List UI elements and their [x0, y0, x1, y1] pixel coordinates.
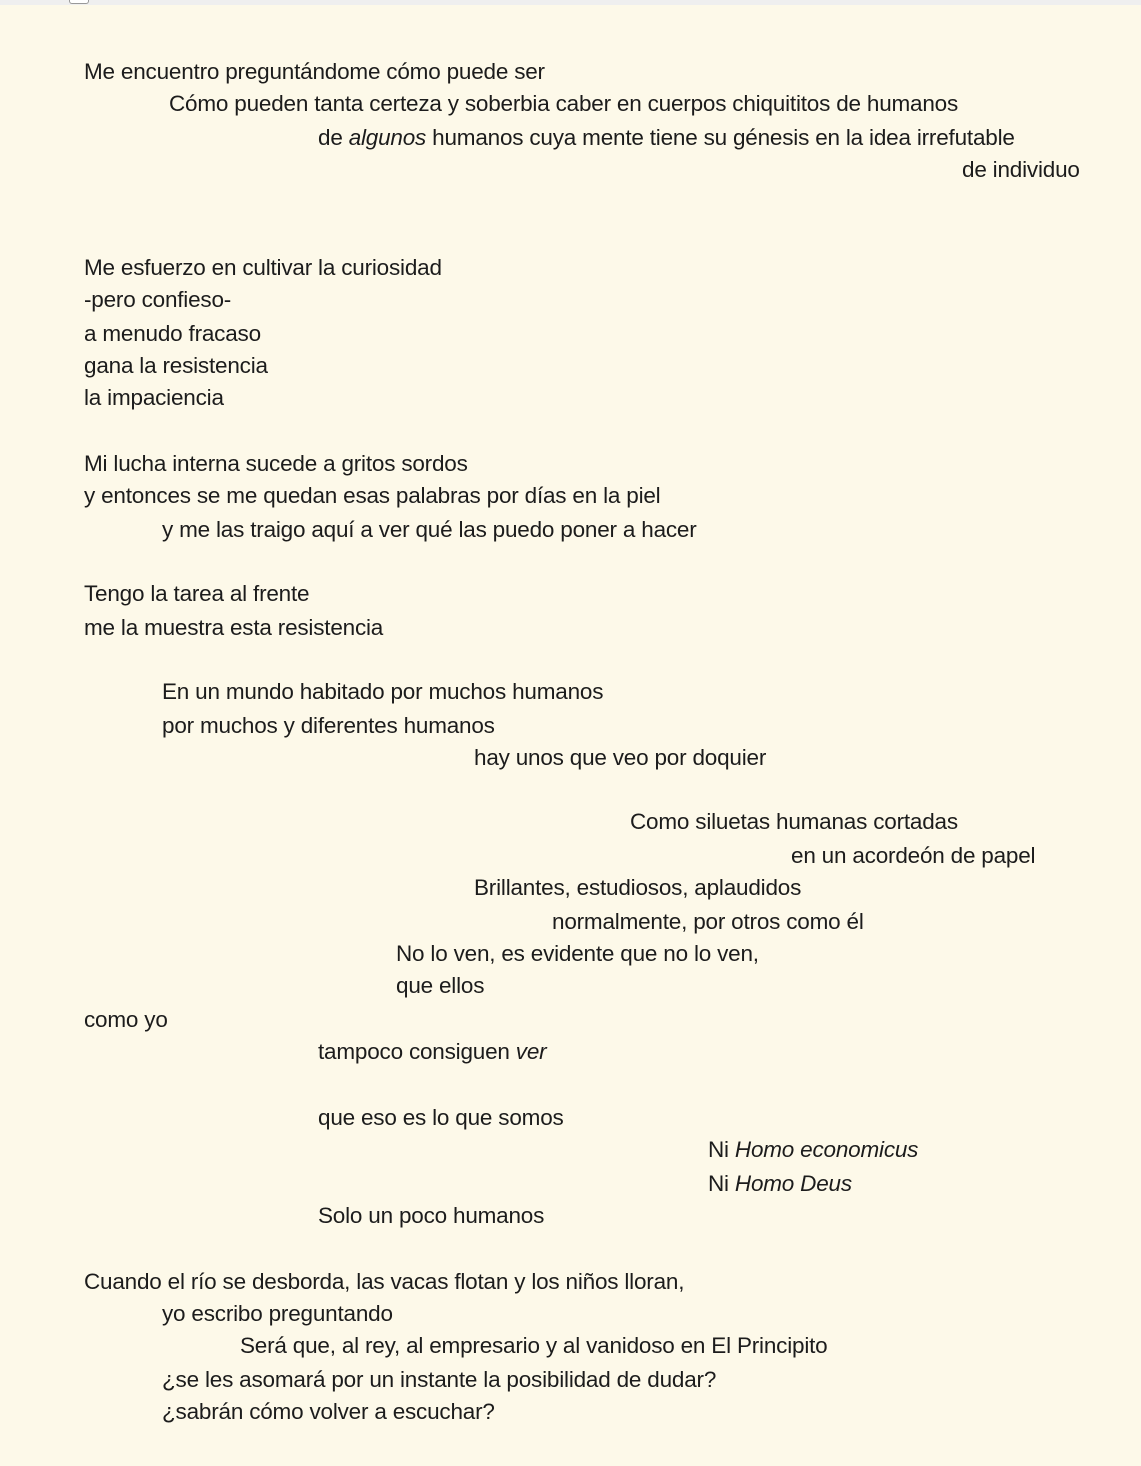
poem-line: Como siluetas humanas cortadas — [630, 809, 958, 834]
poem-line: Será que, al rey, al empresario y al vanidoso en El Principito — [240, 1333, 828, 1358]
poem-line: En un mundo habitado por muchos humanos — [162, 679, 604, 704]
poem-line: yo escribo preguntando — [162, 1301, 393, 1326]
poem-line: por muchos y diferentes humanos — [162, 713, 495, 738]
poem-line: hay unos que veo por doquier — [474, 745, 767, 770]
poem-line: Tengo la tarea al frente — [84, 581, 310, 606]
poem-line: ¿se les asomará por un instante la posibilidad de dudar? — [162, 1367, 717, 1392]
poem-line: gana la resistencia — [84, 353, 268, 378]
poem-line: ¿sabrán cómo volver a escuchar? — [162, 1399, 495, 1424]
poem-line: como yo — [84, 1007, 168, 1032]
poem-line: Mi lucha interna sucede a gritos sordos — [84, 451, 468, 476]
poem-line: de individuo — [962, 157, 1080, 182]
poem-line: y me las traigo aquí a ver qué las puedo poner a hacer — [162, 517, 697, 542]
poem-line: Me encuentro preguntándome cómo puede ser — [84, 59, 545, 84]
poem-line: Ni Homo Deus — [708, 1171, 852, 1196]
poem-line: que eso es lo que somos — [318, 1105, 564, 1130]
poem-line: que ellos — [396, 973, 485, 998]
poem-line: Brillantes, estudiosos, aplaudidos — [474, 875, 802, 900]
poem-line: la impaciencia — [84, 385, 224, 410]
poem-line: No lo ven, es evidente que no lo ven, — [396, 941, 759, 966]
poem-line: Cómo pueden tanta certeza y soberbia caber en cuerpos chiquititos de humanos — [169, 91, 959, 116]
poem-line: tampoco consiguen ver — [318, 1039, 547, 1064]
poem-line: y entonces se me quedan esas palabras por días en la piel — [84, 483, 661, 508]
poem-line: Cuando el río se desborda, las vacas flotan y los niños lloran, — [84, 1269, 685, 1294]
poem-line: de algunos humanos cuya mente tiene su génesis en la idea irrefutable — [318, 125, 1015, 150]
poem-line: normalmente, por otros como él — [552, 909, 864, 934]
poem-line: Ni Homo economicus — [708, 1137, 919, 1162]
poem-line: a menudo fracaso — [84, 321, 261, 346]
poem-line: en un acordeón de papel — [791, 843, 1036, 868]
poem-line: me la muestra esta resistencia — [84, 615, 384, 640]
poem-line: -pero confieso- — [84, 287, 232, 312]
poem-line: Solo un poco humanos — [318, 1203, 545, 1228]
poem-line: Me esfuerzo en cultivar la curiosidad — [84, 255, 442, 280]
